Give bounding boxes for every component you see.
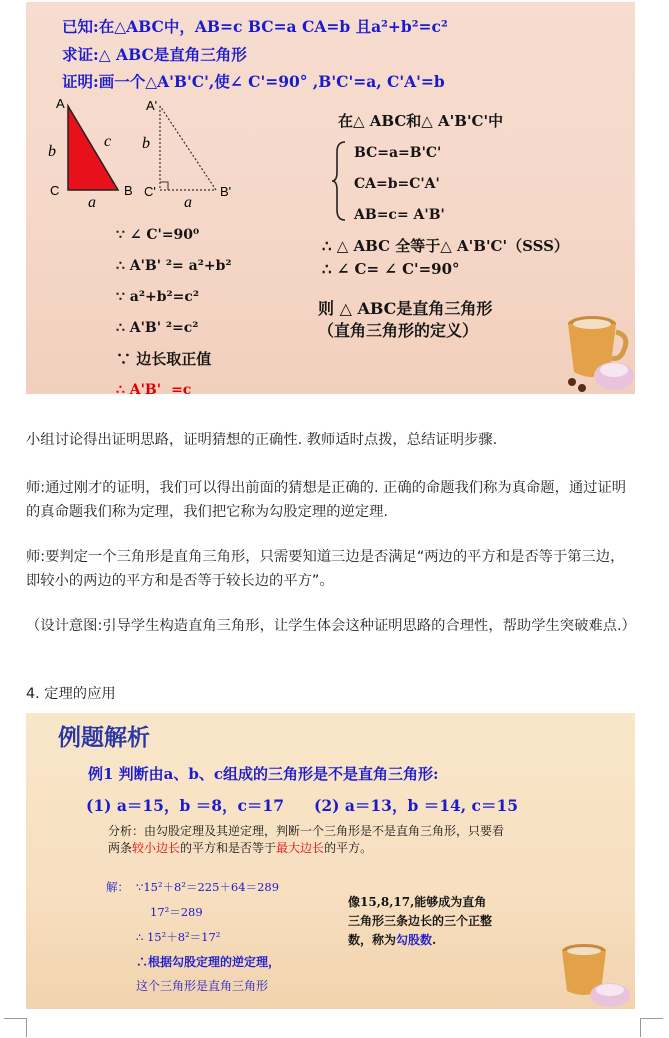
step-5: ∵ 边长取正值 [116,350,212,368]
section-heading: 4. 定理的应用 [26,686,116,702]
case-1: (1) a＝15，b ＝8，c＝17 [86,796,284,815]
right-angle-mark [160,182,168,190]
right-header: 在△ ABC和△ A'B'C'中 [338,112,504,130]
side-b-prime: b [142,135,150,152]
step-3: ∵ a²+b²=c² [116,289,200,305]
proof-intro-text: 证明:画一个△A'B'C',使∠ C'=90° ,B'C'=a, C'A'=b [62,72,445,91]
solution-line-2: 17²＝289 [150,905,203,919]
solution-line-1: ∵15²＋8²＝225＋64＝289 [136,880,280,894]
note-blue: 勾股数 [396,933,433,947]
paragraph-2: 师:通过刚才的证明，我们可以得出前面的猜想是正确的. 正确的命题我们称为真命题，通过证明的真命题我们称为定理，我们把它称为勾股定理的逆定理. [26,480,627,520]
page-corner-right [640,1018,663,1037]
side-c: c [104,133,112,150]
brace-line-3: AB=c= A'B' [354,207,445,223]
page-corner-left [4,1018,27,1037]
side-a: a [88,194,96,210]
solution-line-5: 这个三角形是直角三角形 [136,979,269,993]
solution-line-4: ∴根据勾股定理的逆定理， [136,955,281,969]
triangle-diagrams [26,90,326,210]
brace-lines [354,138,445,231]
analysis-part2: 的平方和是否等于 [180,841,277,855]
final-step-suffix: =c [171,382,192,394]
reason-text: （直角三角形的定义） [318,321,479,340]
solution-line-3: ∴ 15²＋8²＝17² [136,930,221,944]
label-C-prime: C' [144,184,156,199]
analysis-text [108,823,508,857]
prove-text: 求证:△ ABC是直角三角形 [62,45,247,64]
angle-equal-text: ∴ ∠ C= ∠ C'=90° [322,260,460,278]
step-4: ∴ A'B' ²=c² [116,320,199,336]
paragraph-4: （设计意图:引导学生构造直角三角形，让学生体会这种证明思路的合理性，帮助学生突破难点.） [26,618,636,634]
coffee-cup-icon [562,302,635,394]
analysis-part3: 的平方。 [324,841,373,855]
coffee-cup-icon-2 [552,935,632,1009]
side-a-prime: a [184,194,192,210]
paragraph-1: 小组讨论得出证明思路，证明猜想的正确性. 教师适时点拨，总结证明步骤. [26,432,498,448]
example-slide [26,713,635,1009]
analysis-part1: 分析：由勾股定理及其逆定理，判断一个三角形是不是直角三角形，只要看两条 [108,824,505,855]
conclusion-text: 则 △ ABC是直角三角形 [318,299,493,318]
left-steps [116,220,232,394]
analysis-red1: 较小边长 [132,841,181,855]
step-2: ∴ A'B' ²= a²+b² [116,258,232,274]
triangle-prime [160,106,216,190]
proof-slide [26,2,635,394]
brace-line-2: CA=b=C'A' [354,176,440,192]
given-text: 已知:在△ABC中，AB=c BC=a CA=b 且a²+b²=c² [62,17,448,36]
congruent-text: ∴ △ ABC 全等于△ A'B'C'（SSS） [322,237,569,255]
final-step [116,375,232,394]
case-2: (2) a＝13，b ＝14, c＝15 [314,796,519,815]
label-B: B [124,183,133,198]
solution-label: 解： [106,880,129,894]
label-A: A [56,96,65,111]
brace-line-1: BC=a=B'C' [354,145,442,161]
paragraph-3: 师:要判定一个三角形是直角三角形，只需要知道三边是否满足“两边的平方和是否等于第三边，即较小的两边的平方和是否等于较长边的平方”。 [26,549,625,589]
note-text [348,893,498,950]
final-step-prefix: ∴ A'B' [116,382,162,394]
brace-icon [331,140,349,222]
label-B-prime: B' [220,184,232,199]
note-part2: . [432,933,437,947]
example-question: 例1 判断由a、b、c组成的三角形是不是直角三角形: [88,765,439,783]
example-title: 例题解析 [58,725,150,751]
side-b: b [48,143,56,160]
note-part1: 像15,8,17,能够成为直角三角形三条边长的三个正整数，称为 [348,895,493,947]
label-A-prime: A' [146,98,158,113]
step-1: ∵ ∠ C'=90⁰ [116,227,200,243]
analysis-red2: 最大边长 [276,841,325,855]
label-C: C [50,183,60,198]
